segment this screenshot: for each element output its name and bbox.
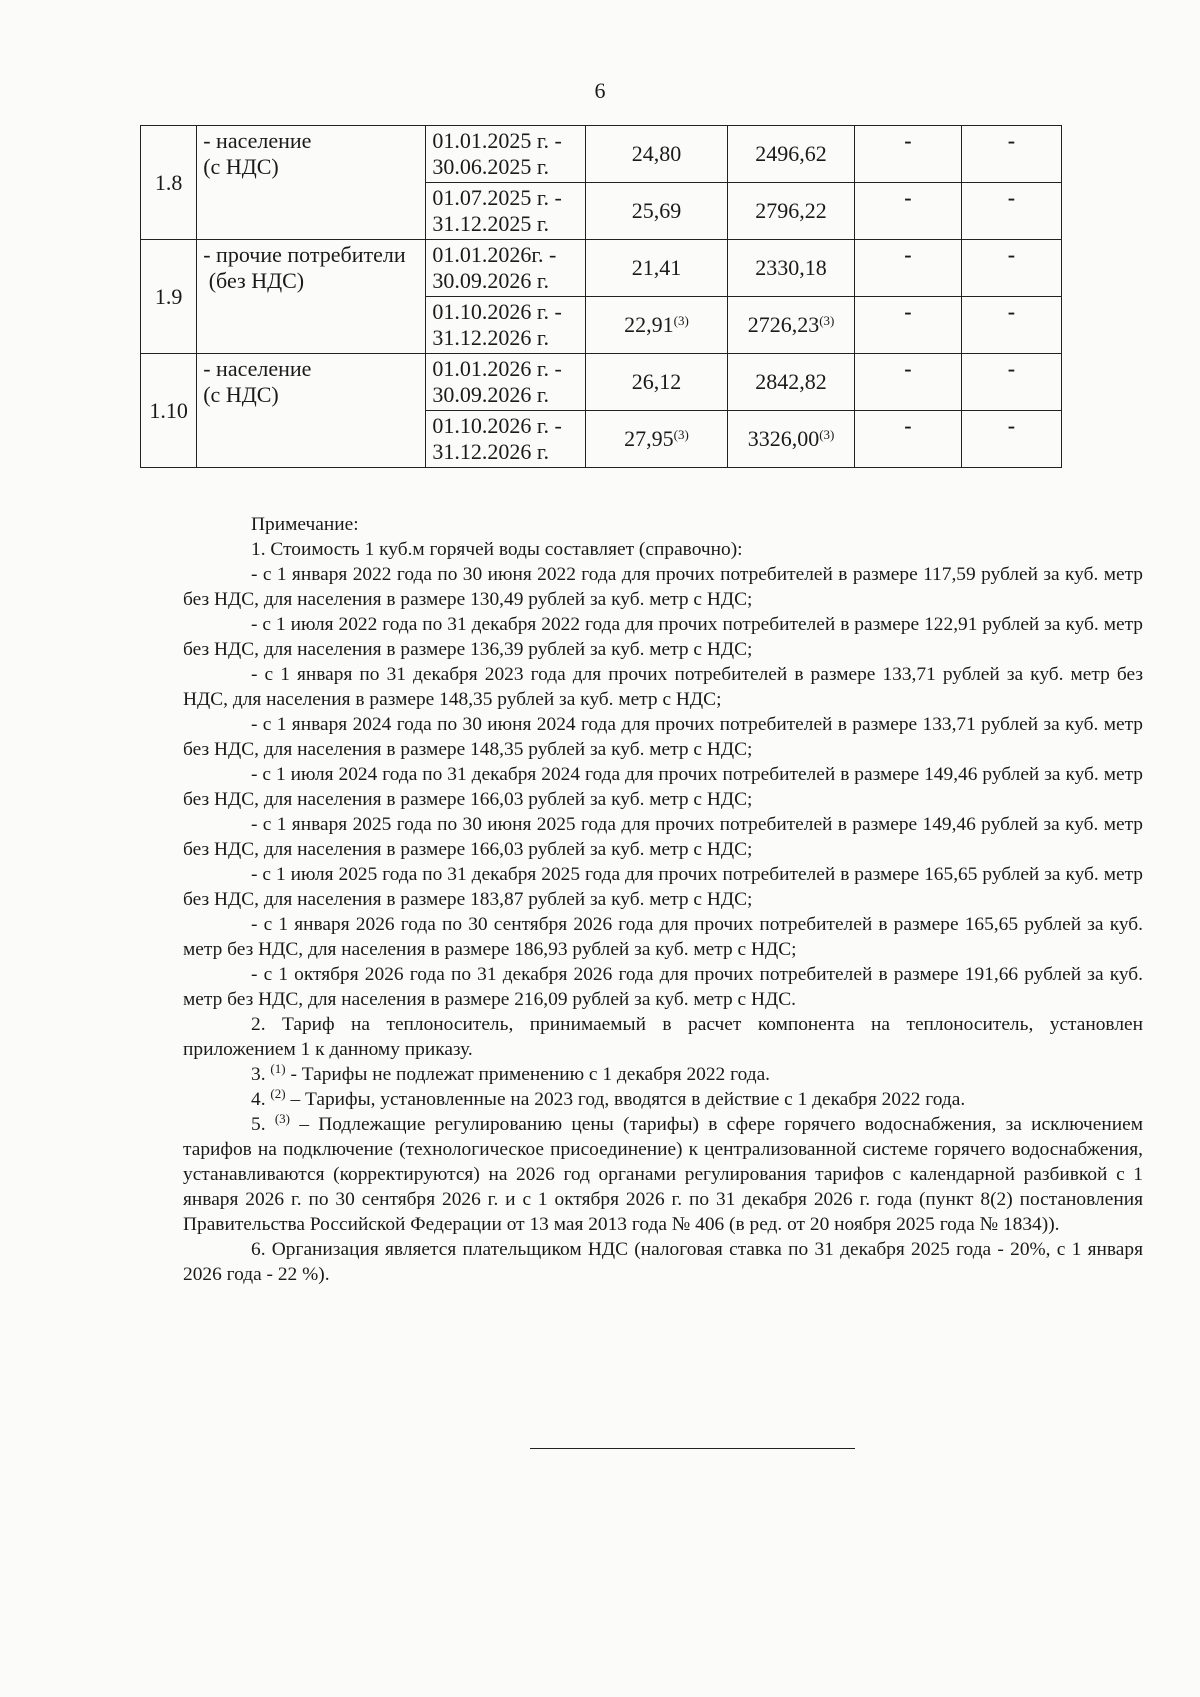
note-bullet: - с 1 января 2022 года по 30 июня 2022 года для прочих потребителей в размере 117,59 рублей за куб. метр без НДС, для населения в размере 130,49 рублей за куб. метр с НДС; <box>183 564 1143 610</box>
note-bullet: - с 1 января 2024 года по 30 июня 2024 года для прочих потребителей в размере 133,71 рублей за куб. метр без НДС, для населения в размере 148,35 рублей за куб. метр с НДС; <box>183 714 1143 760</box>
note-bullet: - с 1 июля 2025 года по 31 декабря 2025 года для прочих потребителей в размере 165,65 рублей за куб. метр без НДС, для населения в размере 183,87 рублей за куб. метр с НДС; <box>183 864 1143 910</box>
note-bullet: - с 1 января по 31 декабря 2023 года для прочих потребителей в размере 133,71 рублей за куб. метр без НДС, для населения в размере 148,35 рублей за куб. метр с НДС; <box>183 664 1143 710</box>
page-number: 6 <box>594 78 606 103</box>
table-row <box>141 354 1062 411</box>
value-cell: 3326,00$^{(3)}$ <box>728 411 855 468</box>
closing-rule <box>530 1448 855 1449</box>
notes-section <box>183 512 1143 1287</box>
period-cell: 01.01.2026 г. - 30.09.2026 г. <box>426 354 585 411</box>
note-paragraph: 3. $^{(1)}$ - Тарифы не подлежат применению с 1 декабря 2022 года. <box>251 1061 771 1085</box>
period-cell: 01.01.2025 г. - 30.06.2025 г. <box>426 126 585 183</box>
dash-cell: - <box>854 240 961 297</box>
value-cell: 26,12 <box>585 354 728 411</box>
dash-cell: - <box>961 126 1061 183</box>
dash-cell: - <box>854 297 961 354</box>
period-cell: 01.01.2026г. - 30.09.2026 г. <box>426 240 585 297</box>
value-cell: 2726,23$^{(3)}$ <box>728 297 855 354</box>
row-number: 1.10 <box>141 354 197 468</box>
value-cell: 2796,22 <box>728 183 855 240</box>
note-bullet: - с 1 июля 2024 года по 31 декабря 2024 года для прочих потребителей в размере 149,46 рублей за куб. метр без НДС, для населения в размере 166,03 рублей за куб. метр с НДС; <box>183 764 1143 810</box>
dash-cell: - <box>854 354 961 411</box>
dash-cell: - <box>961 240 1061 297</box>
table-row <box>141 126 1062 183</box>
dash-cell: - <box>961 297 1061 354</box>
dash-cell: - <box>854 183 961 240</box>
dash-cell: - <box>961 354 1061 411</box>
value-cell: 24,80 <box>585 126 728 183</box>
note-bullet: - с 1 января 2025 года по 30 июня 2025 года для прочих потребителей в размере 149,46 рублей за куб. метр без НДС, для населения в размере 166,03 рублей за куб. метр с НДС; <box>183 814 1143 860</box>
dash-cell: - <box>961 183 1061 240</box>
note-bullet: - с 1 июля 2022 года по 31 декабря 2022 года для прочих потребителей в размере 122,91 рублей за куб. метр без НДС, для населения в размере 136,39 рублей за куб. метр с НДС; <box>183 614 1143 660</box>
note-paragraph: 4. $^{(2)}$ – Тарифы, установленные на 2023 год, вводятся в действие с 1 декабря 2022 года. <box>251 1086 966 1110</box>
dash-cell: - <box>854 411 961 468</box>
value-cell: 2842,82 <box>728 354 855 411</box>
note-paragraph: 6. Организация является плательщиком НДС (налоговая ставка по 31 декабря 2025 года - 20%, с 1 января 2026 года - 22 %). <box>183 1239 1143 1285</box>
consumer-cell: - прочие потребители (без НДС) <box>197 240 426 354</box>
row-number: 1.8 <box>141 126 197 240</box>
consumer-cell: - население (с НДС) <box>197 354 426 468</box>
period-cell: 01.07.2025 г. - 31.12.2025 г. <box>426 183 585 240</box>
note-paragraph: 5. $^{(3)}$ – Подлежащие регулированию цены (тарифы) в сфере горячего водоснабжения, за исключением тарифов на подключение (технологическое присоединение) к централизованной системе горячего водоснабжения, устанавливаются (корректируются) на 2026 год органами регулирования тарифов с календарной разбивкой с 1 января 2026 г. по 30 сентября 2026 г. и с 1 октября 2026 г. по 31 декабря 2026 г. года (пункт 8(2) постановления Правительства Российской Федерации от 13 мая 2013 года № 406 (в ред. от 20 ноября 2025 года № 1834)). <box>183 1111 1143 1235</box>
note-paragraph: 1. Стоимость 1 куб.м горячей воды составляет (справочно): <box>251 539 743 560</box>
note-bullet: - с 1 января 2026 года по 30 сентября 2026 года для прочих потребителей в размере 165,65 рублей за куб. метр без НДС, для населения в размере 186,93 рублей за куб. метр с НДС; <box>183 914 1143 960</box>
value-cell: 25,69 <box>585 183 728 240</box>
note-bullet: - с 1 октября 2026 года по 31 декабря 2026 года для прочих потребителей в размере 191,66 рублей за куб. метр без НДС, для населения в размере 216,09 рублей за куб. метр с НДС. <box>183 964 1143 1010</box>
value-cell: 2330,18 <box>728 240 855 297</box>
consumer-cell: - население (с НДС) <box>197 126 426 240</box>
value-cell: 22,91$^{(3)}$ <box>585 297 728 354</box>
table-row <box>141 240 1062 297</box>
value-cell: 27,95$^{(3)}$ <box>585 411 728 468</box>
period-cell: 01.10.2026 г. - 31.12.2026 г. <box>426 411 585 468</box>
value-cell: 21,41 <box>585 240 728 297</box>
notes-heading: Примечание: <box>251 514 359 535</box>
row-number: 1.9 <box>141 240 197 354</box>
period-cell: 01.10.2026 г. - 31.12.2026 г. <box>426 297 585 354</box>
note-paragraph: 2. Тариф на теплоноситель, принимаемый в расчет компонента на теплоноситель, установлен приложением 1 к данному приказу. <box>183 1014 1143 1060</box>
dash-cell: - <box>854 126 961 183</box>
dash-cell: - <box>961 411 1061 468</box>
value-cell: 2496,62 <box>728 126 855 183</box>
tariff-table <box>140 125 1062 468</box>
